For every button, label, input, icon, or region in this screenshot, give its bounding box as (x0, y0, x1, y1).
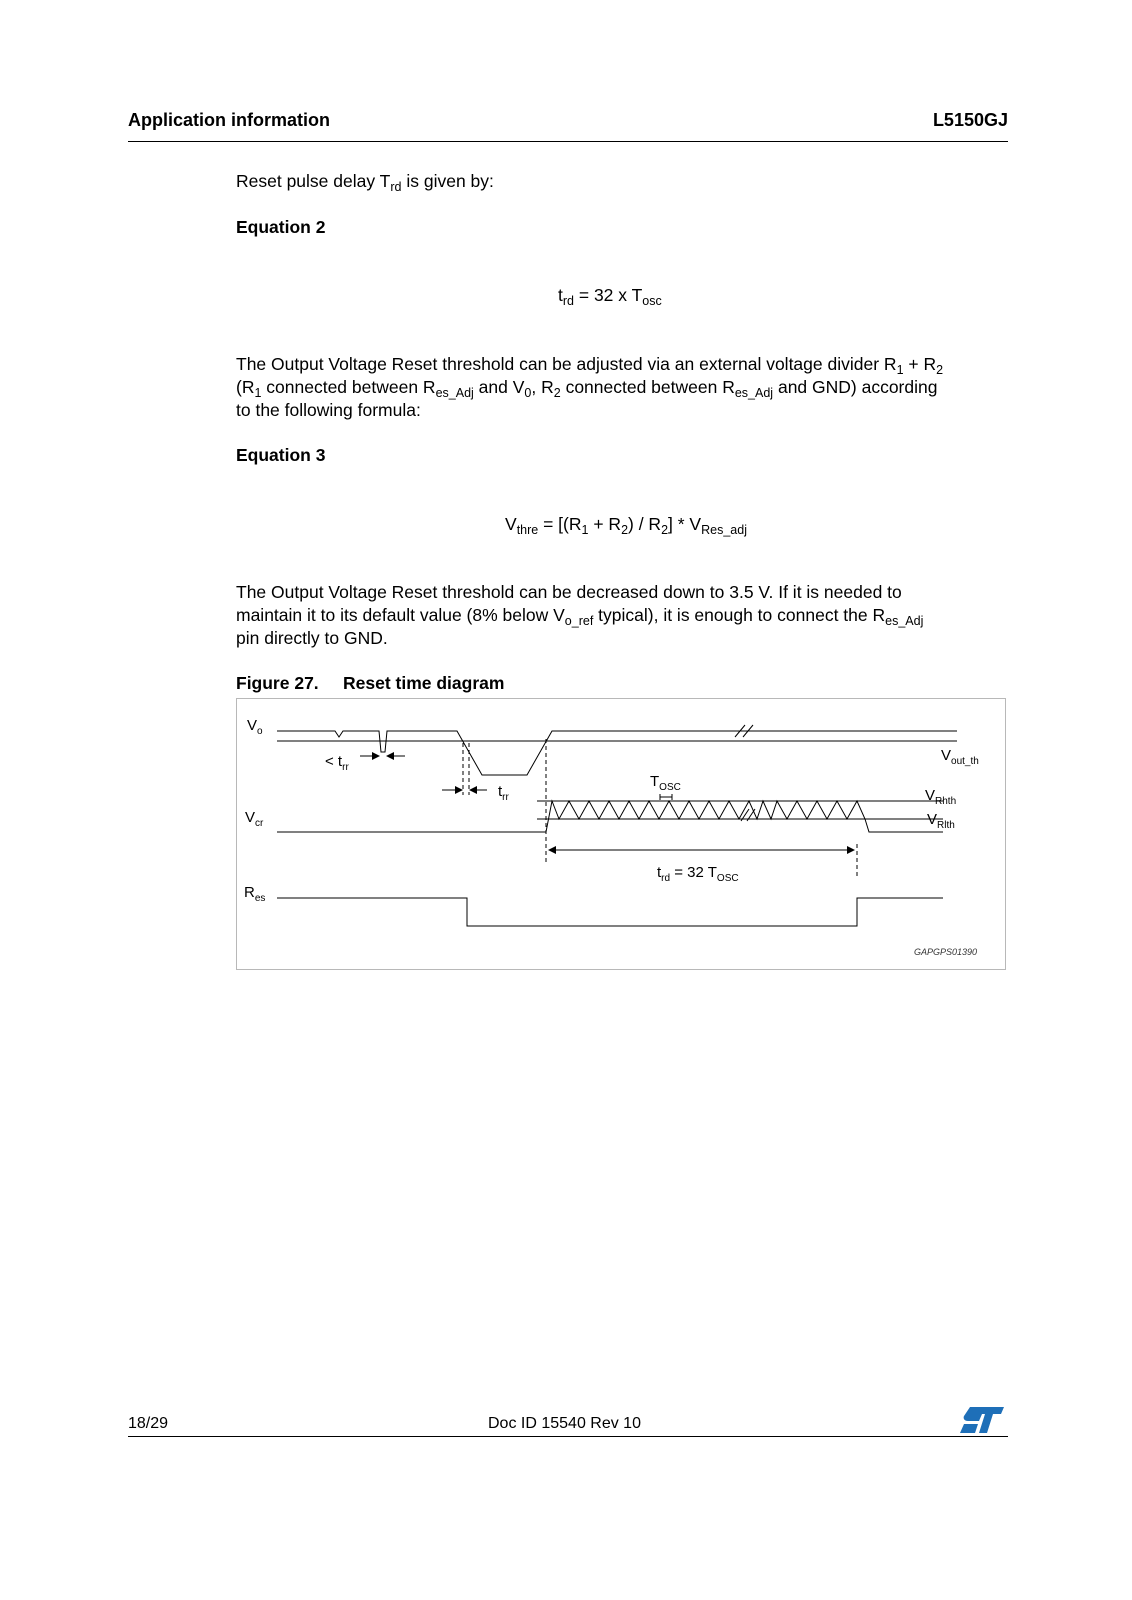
equation-3-label: Equation 3 (236, 445, 326, 465)
tosc-label: $T_{OSC}$ (650, 773, 681, 793)
vcr-waveform (277, 801, 943, 832)
reset-time-diagram (236, 698, 1006, 970)
vout-th-label: $V_{out\_th}$ (941, 747, 979, 767)
threshold-paragraph: The Output Voltage Reset threshold can be adjusted via an external voltage divider $R_1 + R_2$ ($R_1$ connected between $R_{es\_Adj}$ and $V_0$, $R_2$ connected between $R_{es\_Adj}$ and GND) according to the following formula: (236, 354, 944, 420)
reset-delay-intro: Reset pulse delay $T_{rd}$ is given by: (236, 171, 494, 194)
vrlth-label: $V_{Rlth}$ (927, 811, 955, 831)
footer-rule (128, 1436, 1008, 1437)
trd-label: $t_{rd} = 32$ $T_{OSC}$ (657, 864, 739, 884)
page-number: 18/29 (128, 1415, 169, 1432)
doc-id: Doc ID 15540 Rev 10 (488, 1415, 641, 1432)
vo-label: $V_o$ (247, 717, 263, 737)
vo-waveform (277, 731, 957, 775)
part-number: L5150GJ (932, 110, 1008, 130)
section-title: Application information (128, 110, 330, 130)
lt-trr-label: < $t_{rr}$ (325, 753, 349, 773)
equation-2: $t_{rd} = 32$ x $T_{osc}$ (558, 285, 662, 308)
res-label: $R_{es}$ (244, 884, 266, 904)
figure-title: Reset time diagram (343, 673, 505, 693)
trr-label: $t_{rr}$ (498, 783, 509, 803)
vcr-label: $V_{cr}$ (245, 809, 264, 829)
equation-3: $V_{thre} = [(R_1 + R_2) / R_2] * V_{Res\_adj}$ (505, 514, 747, 537)
decrease-paragraph: The Output Voltage Reset threshold can be decreased down to 3.5 V. If it is needed to maintain it to its default value (8% below $V_{o\_ref}$ typical), it is enough to connect the $R_{es\_Adj}$ pin directly to GND. (236, 582, 924, 648)
equation-2-label: Equation 2 (236, 217, 326, 237)
st-logo-icon (960, 1405, 1006, 1440)
res-waveform (277, 898, 943, 926)
figure-id: GAPGPS01390 (913, 947, 977, 957)
figure-number: Figure 27. (236, 673, 319, 693)
vrhth-label: $V_{Rhth}$ (925, 787, 957, 807)
figure-caption (236, 673, 504, 694)
header-rule (128, 141, 1008, 142)
timing-diagram-svg (237, 699, 1007, 971)
